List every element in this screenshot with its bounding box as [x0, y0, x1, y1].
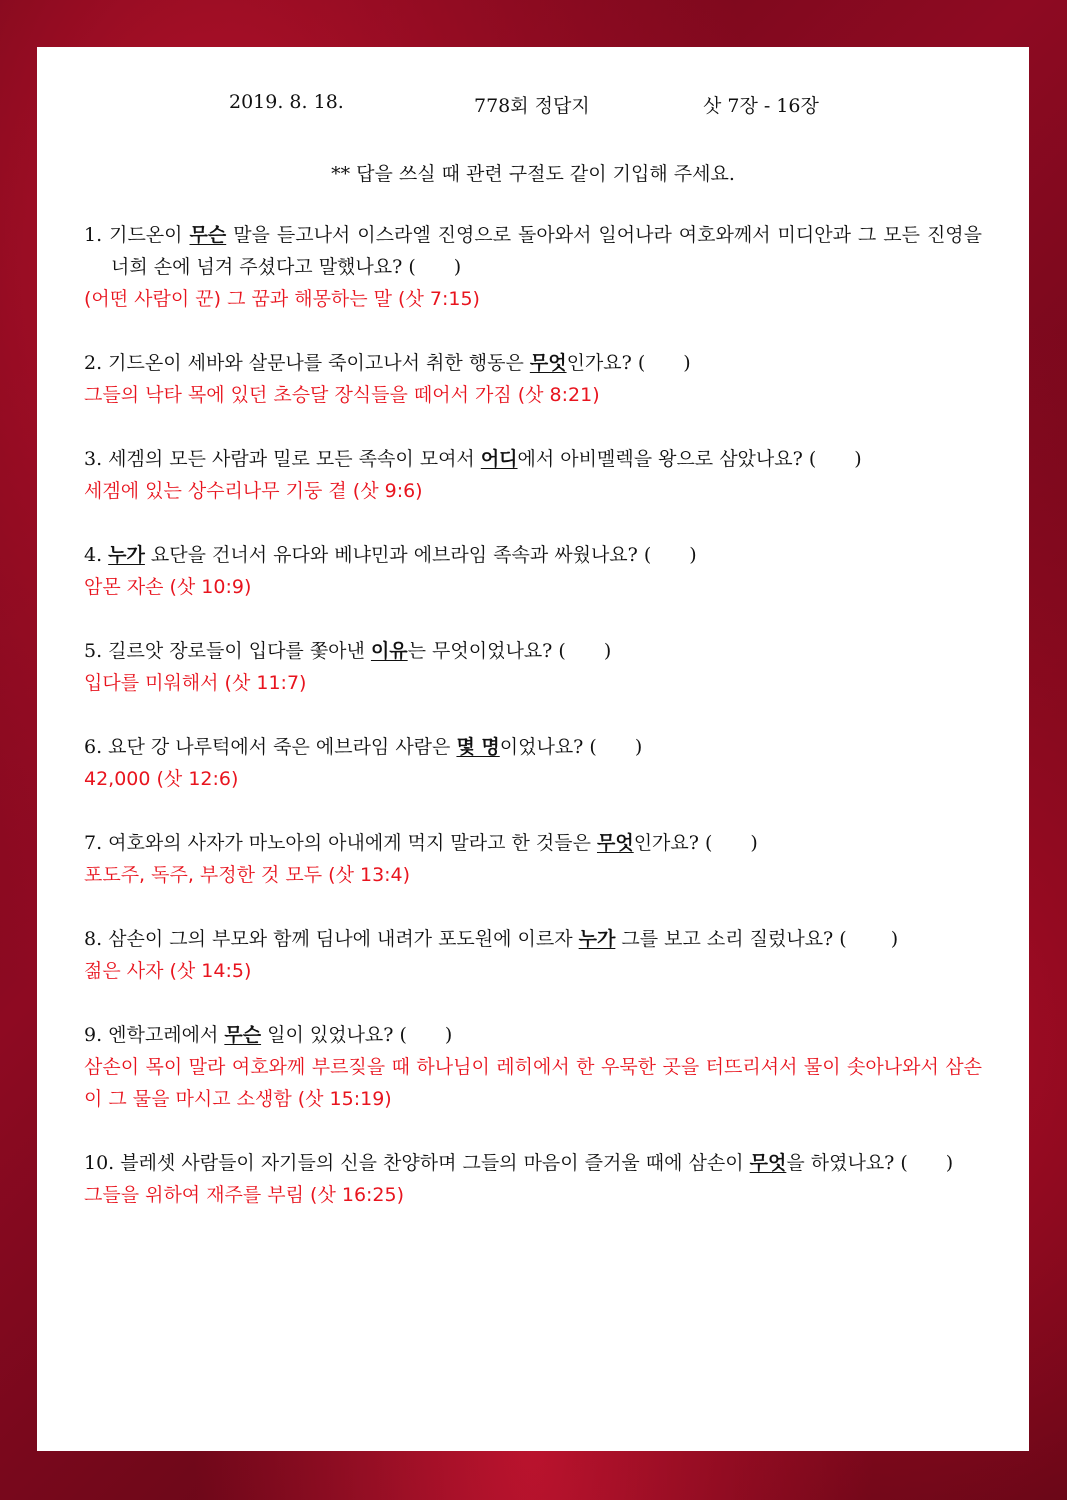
sheet-header	[37, 91, 1029, 121]
question-keyword: 몇 명	[456, 736, 500, 758]
header-chapter-range: 삿 7장 - 16장	[703, 95, 819, 117]
answer-sheet	[37, 47, 1029, 1451]
question-text: 4. 누가 요단을 건너서 유다와 베냐민과 에브라임 족속과 싸웠나요? ( )	[84, 544, 697, 566]
question-text: 2. 기드온이 세바와 살문나를 죽이고나서 취한 행동은 무엇인가요? ( )	[84, 352, 691, 374]
question-text: 9. 엔학고레에서 무슨 일이 있었나요? ( )	[84, 1024, 453, 1046]
answer-text: 세겜에 있는 상수리나무 기둥 곁 (삿 9:6)	[84, 480, 423, 502]
question-item	[84, 923, 982, 987]
question-item	[84, 635, 982, 699]
answer-text: 포도주, 독주, 부정한 것 모두 (삿 13:4)	[84, 864, 411, 886]
question-item	[84, 1019, 982, 1115]
question-item	[84, 443, 982, 507]
question-item	[84, 827, 982, 891]
question-keyword: 어디	[480, 448, 518, 470]
answer-text: 젊은 사자 (삿 14:5)	[84, 960, 252, 982]
question-text: 6. 요단 강 나루턱에서 죽은 에브라임 사람은 몇 명이었나요? ( )	[84, 736, 643, 758]
answer-text: 삼손이 목이 말라 여호와께 부르짖을 때 하나님이 레히에서 한 우묵한 곳을 터뜨리셔서 물이 솟아나와서 삼손이 그 물을 마시고 소생함 (삿 15:19)	[84, 1056, 982, 1110]
answer-text: 입다를 미워해서 (삿 11:7)	[84, 672, 307, 694]
question-item	[84, 1147, 982, 1211]
question-item	[84, 539, 982, 603]
instruction-note: ** 답을 쓰실 때 관련 구절도 같이 기입해 주세요.	[331, 163, 735, 185]
question-keyword: 이유	[370, 640, 408, 662]
question-text: 7. 여호와의 사자가 마노아의 아내에게 먹지 말라고 한 것들은 무엇인가요? ( )	[84, 832, 758, 854]
answer-text: 42,000 (삿 12:6)	[84, 768, 239, 790]
question-list	[84, 219, 982, 1243]
question-keyword: 무엇	[529, 352, 567, 374]
answer-text: 암몬 자손 (삿 10:9)	[84, 576, 252, 598]
question-keyword: 무엇	[596, 832, 634, 854]
question-text: 1. 기드온이 무슨 말을 듣고나서 이스라엘 진영으로 돌아와서 일어나라 여호와께서 미디안과 그 모든 진영을 너희 손에 넘겨 주셨다고 말했나요? ( )	[84, 224, 982, 278]
question-text: 3. 세겜의 모든 사람과 밀로 모든 족속이 모여서 어디에서 아비멜렉을 왕으로 삼았나요? ( )	[84, 448, 862, 470]
question-item	[84, 347, 982, 411]
question-text: 8. 삼손이 그의 부모와 함께 딤나에 내려가 포도원에 이르자 누가 그를 보고 소리 질렀나요? ( )	[84, 928, 899, 950]
answer-text: 그들을 위하여 재주를 부림 (삿 16:25)	[84, 1184, 405, 1206]
question-text: 10. 블레셋 사람들이 자기들의 신을 찬양하며 그들의 마음이 즐거울 때에 삼손이 무엇을 하였나요? ( )	[84, 1152, 954, 1174]
question-keyword: 누가	[578, 928, 616, 950]
question-keyword: 무슨	[189, 224, 227, 246]
question-text: 5. 길르앗 장로들이 입다를 쫓아낸 이유는 무엇이었나요? ( )	[84, 640, 612, 662]
question-item	[84, 731, 982, 795]
question-keyword: 누가	[108, 544, 145, 566]
question-item	[84, 219, 982, 315]
answer-text: (어떤 사람이 꾼) 그 꿈과 해몽하는 말 (삿 7:15)	[84, 288, 480, 310]
answer-text: 그들의 낙타 목에 있던 초승달 장식들을 떼어서 가짐 (삿 8:21)	[84, 384, 600, 406]
question-keyword: 무슨	[224, 1024, 262, 1046]
question-keyword: 무엇	[749, 1152, 787, 1174]
header-title: 778회 정답지	[474, 95, 590, 117]
header-date: 2019. 8. 18.	[229, 91, 344, 113]
